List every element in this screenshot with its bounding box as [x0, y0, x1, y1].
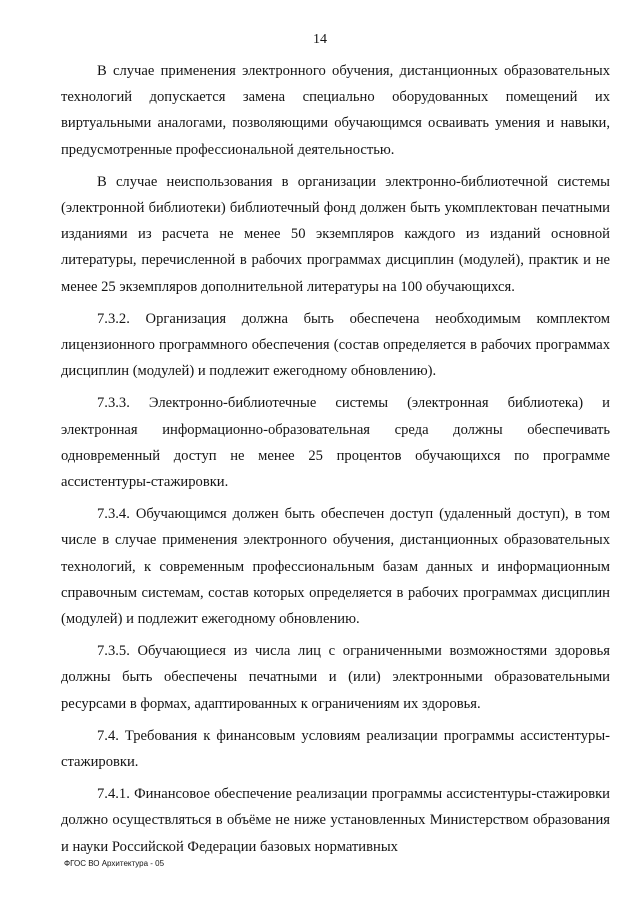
paragraph-7-4: 7.4. Требования к финансовым условиям реализации программы ассистентуры-стажировки. — [61, 727, 610, 771]
page-number: 14 — [313, 32, 327, 47]
paragraph-library-fund: В случае неиспользования в организации электронно-библиотечной системы (электронной библиотеки) библиотечный фонд должен быть укомплектован печатными изданиями из расчета не менее 50 экземпляров каждого из изданий основной литературы, перечисленной в рабочих программах дисциплин (модулей), практик и не менее 25 экземпляров дополнительной литературы на 100 обучающихся. — [61, 173, 610, 295]
paragraph-7-3-5: 7.3.5. Обучающиеся из числа лиц с ограниченными возможностями здоровья должны быть обеспечены печатными и (или) электронными образовательными ресурсами в формах, адаптированных к ограничениям их здоровья. — [61, 643, 610, 712]
footer-document-code: ФГОС ВО Архитектура - 05 — [64, 859, 165, 868]
paragraph-e-learning-premises: В случае применения электронного обучения, дистанционных образовательных технологий допускается замена специально оборудованных помещений их виртуальными аналогами, позволяющими обучающимся осваивать умения и навыки, предусмотренные профессиональной деятельностью. — [61, 63, 610, 158]
paragraph-7-3-2: 7.3.2. Организация должна быть обеспечена необходимым комплектом лицензионного программного обеспечения (состав определяется в рабочих программах дисциплин (модулей) и подлежит ежегодному обновлению). — [61, 310, 610, 380]
paragraph-7-3-3: 7.3.3. Электронно-библиотечные системы (электронная библиотека) и электронная информационно-образовательная среда должны обеспечивать одновременный доступ не менее 25 процентов обучающихся по программе ассистентуры-стажировки. — [61, 395, 610, 491]
body-text — [61, 58, 610, 860]
paragraph-7-3-4: 7.3.4. Обучающимся должен быть обеспечен доступ (удаленный доступ), в том числе в случае применения электронного обучения, дистанционных образовательных технологий, к современным профессиональным базам данных и информационным справочным системам, состав которых определяется в рабочих программах дисциплин (модулей) и подлежит ежегодному обновлению. — [61, 506, 610, 628]
paragraph-7-4-1: 7.4.1. Финансовое обеспечение реализации программы ассистентуры-стажировки должно осуществляться в объёме не ниже установленных Министерством образования и науки Российской Федерации базовых нормативных — [61, 786, 610, 855]
